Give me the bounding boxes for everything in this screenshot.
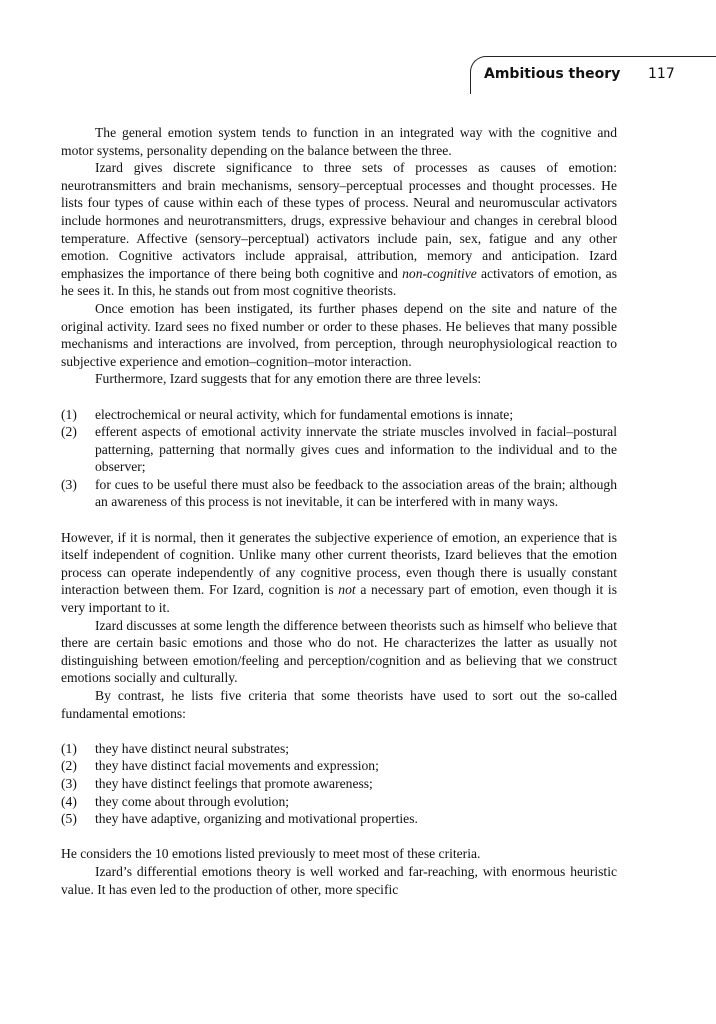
paragraph-9: Izard’s differential emotions theory is well worked and far-reaching, with enormous heuristic value. It has even led to the production of other, more specific bbox=[61, 863, 617, 897]
list-item bbox=[61, 793, 617, 811]
paragraph-2 bbox=[61, 159, 617, 300]
list-item bbox=[61, 740, 617, 758]
paragraph-6: Izard discusses at some length the difference between theorists such as himself who believe that there are certain basic emotions and those who do not. He characterizes the latter as usually not distinguishing between emotion/feeling and perception/cognition and as believing that we construct emotions socially and culturally. bbox=[61, 617, 617, 686]
paragraph-8: He considers the 10 emotions listed previously to meet most of these criteria. bbox=[61, 846, 481, 862]
list-item-number: (2) bbox=[61, 758, 77, 774]
paragraph-5-part-b: a necessary part of emotion, even though it is very important to it. bbox=[61, 582, 618, 616]
paragraph-5 bbox=[61, 529, 617, 617]
list-item bbox=[61, 775, 617, 793]
list-item-number: (2) bbox=[61, 424, 77, 440]
list-item bbox=[61, 810, 617, 828]
list-item bbox=[61, 757, 617, 775]
list-item-text: they have distinct feelings that promote awareness; bbox=[95, 775, 373, 791]
running-title: Ambitious theory bbox=[484, 66, 621, 82]
paragraph-5-part-a: However, if it is normal, then it generates the subjective experience of emotion, an experience that is itself independent of cognition. Unlike many other current theorists, Izard believes that the emotion process can operate independently of any cognitive process, even though there is usually constant interaction between them. For Izard, cognition is bbox=[61, 529, 617, 598]
paragraph-4: Furthermore, Izard suggests that for any emotion there are three levels: bbox=[95, 371, 482, 387]
list-item-number: (4) bbox=[61, 793, 77, 809]
paragraph-3: Once emotion has been instigated, its further phases depend on the site and nature of the original activity. Izard sees no fixed number or order to these phases. He believes that many possible mechanisms and interactions are involved, from perception, through neurophysiological reaction to subjective experience and emotion–cognition–motor interaction. bbox=[61, 300, 617, 369]
paragraph-5-emphasis: not bbox=[338, 582, 356, 598]
paragraph-7: By contrast, he lists five criteria that some theorists have used to sort out the so-called fundamental emotions: bbox=[61, 688, 617, 721]
list-item bbox=[61, 476, 617, 511]
paragraph-2-part-b: activators of emotion, as he sees it. In this, he stands out from most cognitive theorists. bbox=[61, 265, 617, 299]
list-item-text: efferent aspects of emotional activity innervate the striate muscles involved in facial–postural patterning, patterning that normally gives cues and information to the individual and to the observer; bbox=[95, 424, 617, 475]
list-item-text: for cues to be useful there must also be feedback to the association areas of the brain; although an awareness of this process is not inevitable, it can be interfered with in many ways. bbox=[95, 476, 617, 510]
list-item-number: (1) bbox=[61, 406, 77, 422]
list-item-text: they have distinct neural substrates; bbox=[95, 740, 290, 756]
levels-list bbox=[61, 406, 617, 512]
criteria-list bbox=[61, 740, 617, 828]
list-item-number: (5) bbox=[61, 811, 77, 827]
list-item-number: (3) bbox=[61, 476, 77, 492]
list-item-number: (1) bbox=[61, 740, 77, 756]
paragraph-2-emphasis: non-cognitive bbox=[402, 265, 477, 281]
list-item-text: they have distinct facial movements and expression; bbox=[95, 758, 379, 774]
list-item-text: electrochemical or neural activity, which for fundamental emotions is innate; bbox=[95, 406, 514, 422]
paragraph-1: The general emotion system tends to function in an integrated way with the cognitive and motor systems, personality depending on the balance between the three. bbox=[61, 125, 617, 158]
list-item-text: they have adaptive, organizing and motivational properties. bbox=[95, 811, 418, 827]
list-item bbox=[61, 423, 617, 476]
list-item-number: (3) bbox=[61, 775, 77, 791]
body-text bbox=[61, 124, 617, 898]
paragraph-2-part-a: Izard gives discrete significance to three sets of processes as causes of emotion: neurotransmitters and brain mechanisms, sensory–perceptual processes and thought processes. He lists four types of cause within each of these types of process. Neural and neuromuscular activators include hormones and neurotransmitters, drugs, expressive behaviour and changes in cerebral blood temperature. Affective (sensory–perceptual) activators include pain, sex, fatigue and any other emotion. Cognitive activators include appraisal, attribution, memory and anticipation. Izard emphasizes the importance of there being both cognitive and bbox=[61, 160, 617, 281]
list-item-text: they come about through evolution; bbox=[95, 793, 290, 809]
list-item bbox=[61, 406, 617, 424]
page-number: 117 bbox=[648, 66, 675, 82]
